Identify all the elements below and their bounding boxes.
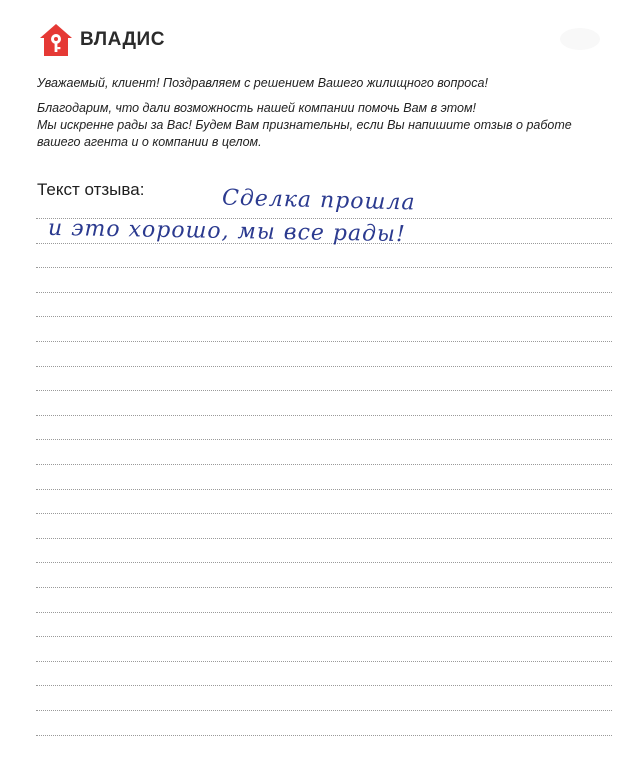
handwritten-line-2: и это хорошо, мы все рады! bbox=[47, 215, 407, 248]
writing-line bbox=[36, 489, 612, 490]
writing-line bbox=[36, 562, 612, 563]
writing-line bbox=[36, 390, 612, 391]
writing-line bbox=[36, 612, 612, 613]
intro-line-1: Благодарим, что дали возможность нашей компании помочь Вам в этом! bbox=[37, 101, 477, 115]
writing-line bbox=[36, 292, 612, 293]
intro-greeting: Уважаемый, клиент! Поздравляем с решением Вашего жилищного вопроса! bbox=[37, 76, 488, 90]
brand-name: ВЛАДИС bbox=[80, 29, 165, 50]
writing-line bbox=[36, 513, 612, 514]
writing-line bbox=[36, 439, 612, 440]
writing-line bbox=[36, 735, 612, 736]
writing-line bbox=[36, 341, 612, 342]
intro-line-2: Мы искренне рады за Вас! Будем Вам признательны, если Вы напишите отзыв о работе bbox=[37, 118, 572, 132]
writing-line bbox=[36, 464, 612, 465]
writing-line bbox=[36, 636, 612, 637]
handwritten-line-1: Сделка прошла bbox=[221, 185, 416, 216]
writing-line bbox=[36, 415, 612, 416]
writing-line bbox=[36, 685, 612, 686]
intro-line-3: вашего агента и о компании в целом. bbox=[37, 135, 262, 149]
writing-line bbox=[36, 538, 612, 539]
writing-line bbox=[36, 587, 612, 588]
writing-line bbox=[36, 710, 612, 711]
writing-line bbox=[36, 316, 612, 317]
writing-line bbox=[36, 661, 612, 662]
review-title: Текст отзыва: bbox=[37, 180, 145, 199]
writing-line bbox=[36, 366, 612, 367]
writing-line bbox=[36, 267, 612, 268]
